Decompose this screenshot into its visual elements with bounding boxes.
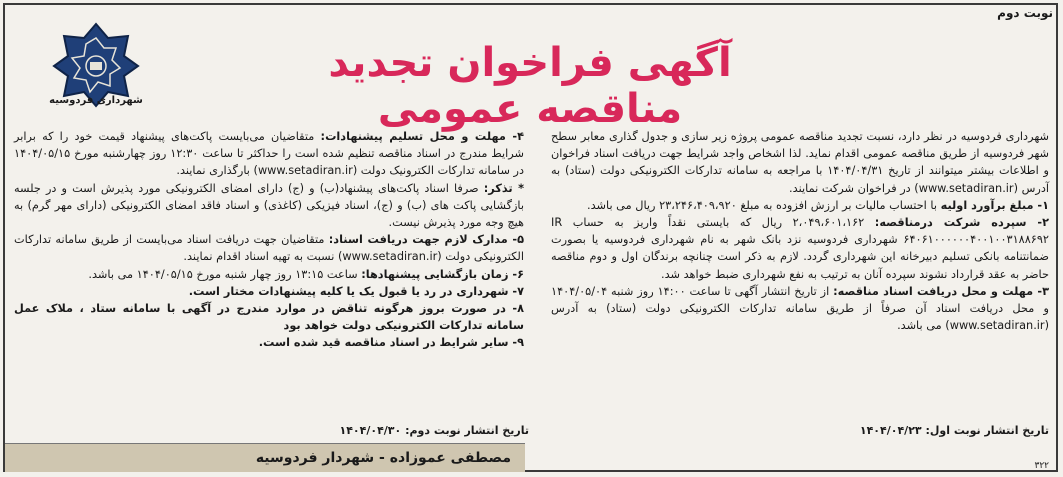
item-contradiction-text: ۸- در صورت بروز هرگونه تناقض در موارد مندرج در آگهی با سامانه ستاد ، ملاک عمل سامانه تدارکات الکترونیکی دولت خواهد بود <box>14 302 524 333</box>
item-documents-deadline-text: از تاریخ انتشار آگهی تا ساعت ۱۴:۰۰ روز شنبه ۱۴۰۴/۰۵/۰۴ و محل دریافت اسناد آن صرفاً از طریق سامانه تدارکات الکترونیکی دولت (ستاد) به آدرس (www.setadiran.ir) می باشد. <box>551 284 1049 333</box>
item-submission <box>14 128 524 180</box>
item-deposit-label: ۲- سپرده شرکت درمناقصه: <box>874 216 1049 230</box>
item-opening-time-text: ساعت ۱۳:۱۵ روز چهار شنبه مورخ ۱۴۰۴/۰۵/۱۵ می باشد. <box>88 267 358 281</box>
item-documents-deadline-label: ۳- مهلت و محل دریافت اسناد مناقصه: <box>833 284 1049 298</box>
second-publish-date: تاریخ انتشار نوبت دوم: ۱۴۰۴/۰۴/۳۰ <box>339 424 529 437</box>
item-rejection-right <box>14 283 524 300</box>
item-documents-deadline <box>551 283 1049 335</box>
item-contradiction <box>14 300 524 334</box>
item-estimate-text: با احتساب مالیات بر ارزش افزوده به مبلغ ۲۳،۲۴۶،۴۰۹،۹۲۰ ریال می باشد. <box>587 198 937 212</box>
right-column <box>551 128 1049 334</box>
item-other-terms <box>14 334 524 351</box>
signature-bar <box>5 443 525 472</box>
first-publish-date: تاریخ انتشار نوبت اول: ۱۴۰۴/۰۴/۲۳ <box>859 424 1049 437</box>
item-submission-label: ۴- مهلت و محل تسلیم پیشنهادات: <box>320 130 525 143</box>
item-estimate <box>551 197 1049 214</box>
item-deposit-text: ۲،۰۴۹،۶۰۱،۱۶۲ ریال که بایستی نقداً واریز به حساب IR ۶۴۰۶۱۰۰۰۰۰۰۴۰۰۱۰۰۳۱۸۸۶۹۲ شهرداری فردوسیه نزد بانک شهر به نام شهرداری فردوسیه یا بصورت ضمانتنامه بانکی تسلیم دبیرخانه این شهرداری گردد. لازم به ذکر است چنانچه برندگان اول و دوم مناقصه حاضر به عقد قرارداد نشوند سپرده آنان به ترتیب به نفع شهرداری ضبط خواهد شد. <box>551 216 1049 281</box>
logo-caption: شهرداری فردوسیه <box>49 95 143 106</box>
signature: مصطفی عموزاده - شهردار فردوسیه <box>255 450 511 466</box>
left-column <box>14 128 524 352</box>
item-submission-text: متقاضیان می‌بایست پاکت‌های پیشنهاد قیمت خود را که برابر شرایط مندرج در اسناد مناقصه تنظیم شده است را حداکثر تا ساعت ۱۲:۳۰ روز چهارشنبه مورخ ۱۴۰۴/۰۵/۱۵ در سامانه تدارکات الکترونیک دولت (www.setadiran.ir) بارگذاری نمایند. <box>14 130 525 178</box>
item-rejection-right-text: ۷- شهرداری در رد یا قبول یک یا کلیه پیشنهادات مختار است. <box>188 284 524 298</box>
note <box>14 180 524 232</box>
item-other-terms-text: ۹- سایر شرایط در اسناد مناقصه قید شده است. <box>258 336 524 350</box>
round-label: نوبت دوم <box>997 6 1053 20</box>
item-required-docs-label: ۵- مدارک لازم جهت دریافت اسناد: <box>328 233 524 247</box>
note-label: * تذکر: <box>483 181 524 195</box>
intro-paragraph: شهرداری فردوسیه در نظر دارد، نسبت تجدید مناقصه عمومی پروژه زیر سازی و جدول گذاری معابر سطح شهر فردوسیه از طریق مناقصه عمومی اقدام نماید. لذا اشخاص واجد شرایط جهت دریافت اسناد فراخوان و اطلاعات بیشتر میتوانند از تاریخ ۱۴۰۴/۰۴/۳۱ با مراجعه به سامانه تدارکات الکترونیکی دولت (ستاد) به آدرس (www.setadiran.ir) در فراخوان شرکت نمایند. <box>551 130 1049 195</box>
item-deposit <box>551 214 1049 283</box>
note-text: صرفا اسناد پاکت‌های پیشنهاد(ب) و (ج) دارای امضای الکترونیکی مورد پذیرش است و در جلسه بازگشایی پاکت های (ب) و (ج)، اسناد فیزیکی (کاغذی) و اسناد فاقد امضای الکترونیکی (دارای مهر گرم) به هیچ وجه مورد پذیرش نیست. <box>14 181 524 230</box>
item-required-docs <box>14 231 524 265</box>
item-opening-time <box>14 266 524 283</box>
notice-code: ۳۲۲ <box>1034 461 1049 471</box>
page-title: آگهی فراخوان تجدید مناقصه عمومی <box>328 40 732 132</box>
item-estimate-label: ۱- مبلغ برآورد اولیه <box>940 198 1049 212</box>
item-opening-time-label: ۶- زمان بازگشایی پیشنهادها: <box>361 267 524 281</box>
item-required-docs-text: متقاضیان جهت دریافت اسناد می‌بایست از طریق سامانه تدارکات الکترونیکی دولت (www.setadiran.ir) نسبت به تهیه اسناد اقدام نمایند. <box>14 233 524 264</box>
